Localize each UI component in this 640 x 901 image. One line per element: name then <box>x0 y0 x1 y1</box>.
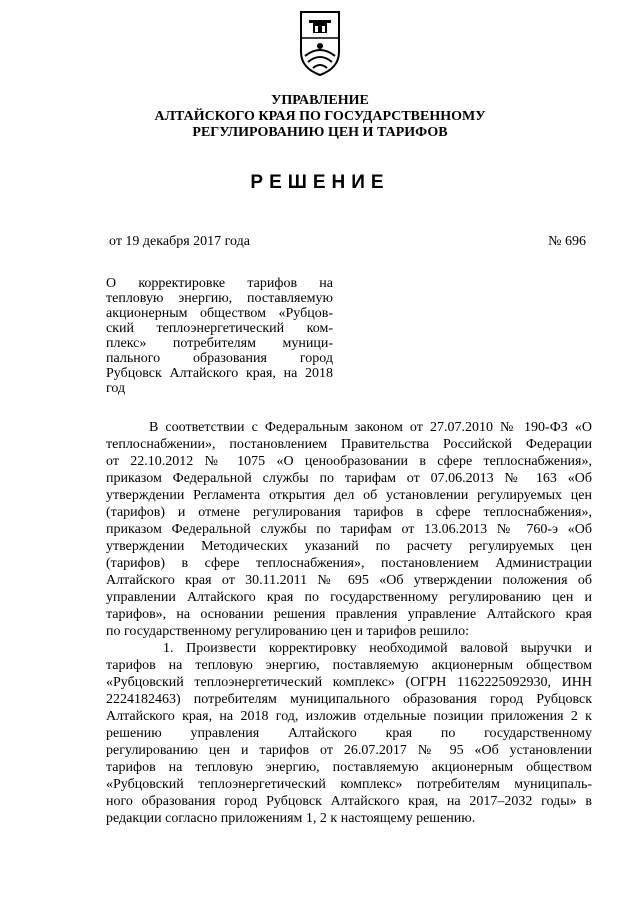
body-line: по государственному регулированию цен и тарифов решило: <box>106 624 470 639</box>
body-line: «Рубцовский теплоэнергетический комплекс» потребителям муниципаль- <box>106 777 592 792</box>
body-line: регулированию цен и тарифов от 26.07.2017 № 95 «Об установлении <box>106 743 592 758</box>
body-line: тарифов на тепловую энергию, поставляемую акционерным обществом <box>106 760 592 775</box>
body-line: «Рубцовский теплоэнергетический комплекс» (ОГРН 1162225092930, ИНН <box>106 675 592 690</box>
org-line: АЛТАЙСКОГО КРАЯ ПО ГОСУДАРСТВЕННОМУ <box>154 109 486 124</box>
body-line: Алтайского края от 30.11.2011 № 695 «Об утверждении положения об <box>106 573 592 588</box>
org-line: РЕГУЛИРОВАНИЮ ЦЕН И ТАРИФОВ <box>192 125 448 140</box>
subject-line: Рубцовск Алтайского края, на 2018 <box>106 366 333 381</box>
body-line: утверждении Методических указаний по расчету регулируемых цен <box>106 539 592 554</box>
body-line: В соответствии с Федеральным законом от 27.07.2010 № 190-ФЗ «О <box>149 420 592 435</box>
body-line: ного образования город Рубцовск Алтайского края, на 2017–2032 годы» в <box>106 794 592 809</box>
body-line: приказом Федеральной службы по тарифам от 07.06.2013 № 163 «Об <box>106 471 592 486</box>
subject-line: ский теплоэнергетический ком- <box>106 321 333 336</box>
body-line: (тарифов) и отмене регулирования тарифов в сфере теплоснабжения», <box>106 505 592 520</box>
decision-date: от 19 декабря 2017 года <box>109 234 250 249</box>
body-line: редакции согласно приложениям 1, 2 к настоящему решению. <box>106 811 476 826</box>
body-line: Алтайского края, на 2018 год, изложив отдельные позиции приложения 2 к <box>106 709 592 724</box>
subject-line: О корректировке тарифов на <box>106 276 333 291</box>
org-line: УПРАВЛЕНИЕ <box>271 93 369 108</box>
decision-number: № 696 <box>548 234 586 249</box>
subject-line: акционерным обществом «Рубцов- <box>106 306 333 321</box>
subject-line: год <box>106 381 126 396</box>
body-line: (тарифов) в сфере теплоснабжения», постановлением Администрации <box>106 556 592 571</box>
subject-line: тепловую энергию, поставляемую <box>106 291 333 306</box>
decision-body <box>106 419 592 827</box>
body-line: тарифов», на основании решения правления управление Алтайского края <box>106 607 592 622</box>
body-line: 2224182463) потребителям муниципального образования город Рубцовск <box>106 692 592 707</box>
body-line: решению управления Алтайского края по государственному <box>106 726 592 741</box>
body-line: теплоснабжении», постановлением Правительства Российской Федерации <box>106 437 592 452</box>
body-line: от 22.10.2012 № 1075 «О ценообразовании в сфере теплоснабжения», <box>106 454 592 469</box>
body-line: тарифов на тепловую энергию, поставляемую акционерным обществом <box>106 658 592 673</box>
subject-line: плекс» потребителям муници- <box>106 336 333 351</box>
issuing-authority <box>0 93 640 141</box>
subject-line: пального образования город <box>106 351 333 366</box>
altai-krai-emblem-icon <box>295 8 345 78</box>
body-line: управлении Алтайского края по государственному регулированию цен и <box>106 590 592 605</box>
body-line: 1. Произвести корректировку необходимой валовой выручки и <box>163 641 592 656</box>
decision-subject <box>106 276 333 396</box>
body-line: приказом Федеральной службы по тарифам от 13.06.2013 № 760-э «Об <box>106 522 592 537</box>
body-line: утверждении Регламента открытия дел об установлении регулируемых цен <box>106 488 592 503</box>
document-title: РЕШЕНИЕ <box>250 172 390 193</box>
